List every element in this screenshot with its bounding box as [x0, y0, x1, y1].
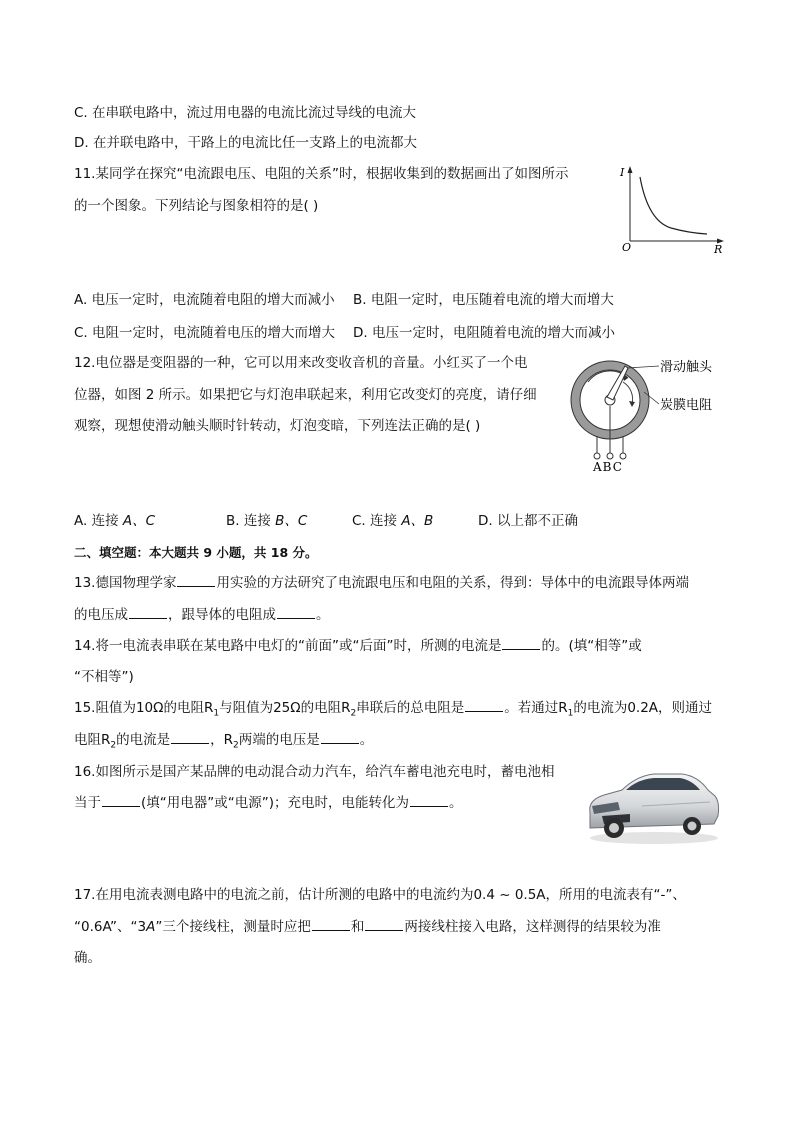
q11-graph-curve [640, 177, 707, 234]
q14-blank-1[interactable] [502, 636, 540, 650]
q11-graph-y-label: I [620, 166, 625, 179]
q12-stem-line1: 12.电位器是变阻器的一种，它可以用来改变收音机的音量。小红买了一个电 [74, 355, 528, 371]
q15-line2: 电阻$R_2$的电流是 ，$R_2$两端的电压是 。 [74, 732, 374, 751]
hybrid-car-image [582, 762, 722, 846]
q16-line1: 16.如图所示是国产某品牌的电动混合动力汽车，给汽车蓄电池充电时，蓄电池相 [74, 764, 555, 780]
q11-option-c: C. 电阻一定时，电流随着电压的增大而增大 [74, 325, 336, 341]
q13-blank-3[interactable] [277, 605, 315, 619]
q11-graph [615, 163, 727, 258]
q17-blank-1[interactable] [312, 917, 350, 931]
q12-option-b: B. 连接 B、C [226, 513, 308, 529]
q16-line2: 当于 (填“用电器”或“电源”)；充电时，电能转化为 。 [74, 795, 463, 811]
q17-line2: “0.6A”、“3A”三个接线柱，测量时应把 和 两接线柱接入电路，这样测得的结果较为准 [74, 919, 661, 935]
q15-blank-1[interactable] [465, 698, 503, 712]
q10-option-d: D. 在并联电路中，干路上的电流比任一支路上的电流都大 [74, 135, 417, 151]
q12-option-c: C. 连接 A、B [352, 513, 434, 529]
q12-option-d: D. 以上都不正确 [478, 513, 578, 529]
q11-graph-x-label: R [714, 243, 723, 256]
q14-line2: “不相等”) [74, 669, 134, 685]
label-carbon-film: 炭膜电阻 [660, 398, 713, 413]
q11-stem-line1: 11.某同学在探究“电流跟电压、电阻的关系”时，根据收集到的数据画出了如图所示 [74, 166, 569, 182]
q13-blank-1[interactable] [177, 573, 215, 587]
q17-line1: 17.在用电流表测电路中的电流之前，估计所测的电路中的电流约为0.4 ~ 0.5A，所用的电流表有“-”、 [74, 887, 686, 903]
q15-blank-3[interactable] [321, 730, 359, 744]
q12-stem-line3: 观察，现想使滑动触头顺时针转动，灯泡变暗，下列连法正确的是( ) [74, 418, 481, 434]
terminal-labels: ABC [593, 460, 623, 474]
q11-stem-line2: 的一个图象。下列结论与图象相符的是( ) [74, 198, 319, 214]
q16-blank-2[interactable] [410, 793, 448, 807]
q14-line1: 14.将一电流表串联在某电路中电灯的“前面”或“后面”时，所测的电流是 的。(填“相等”或 [74, 638, 642, 654]
q16-blank-1[interactable] [102, 793, 140, 807]
q12-potentiometer-figure [566, 352, 736, 476]
q10-option-c: C. 在串联电路中，流过用电器的电流比流过导线的电流大 [74, 105, 417, 121]
section-2-heading: 二、填空题：本大题共 9 小题，共 18 分。 [74, 545, 318, 560]
q12-stem-line2: 位器，如图 2 所示。如果把它与灯泡串联起来，利用它改变灯的亮度，请仔细 [74, 387, 537, 403]
q11-option-b: B. 电阻一定时，电压随着电流的增大而增大 [353, 292, 614, 308]
q12-option-a: A. 连接 A、C [74, 513, 156, 529]
q17-blank-2[interactable] [365, 917, 403, 931]
q15-line1: 15.阻值为10Ω的电阻$R_1$与阻值为25Ω的电阻$R_2$串联后的总电阻是 。若通过$R_1$的电流为0.2A，则通过 [74, 700, 713, 719]
q13-blank-2[interactable] [129, 605, 167, 619]
q11-option-d: D. 电压一定时，电阻随着电流的增大而减小 [353, 325, 615, 341]
q13-line1: 13.德国物理学家 用实验的方法研究了电流跟电压和电阻的关系，得到：导体中的电流跟导体两端 [74, 575, 689, 591]
q13-line2: 的电压成 ，跟导体的电阻成 。 [74, 607, 330, 623]
label-sliding-contact: 滑动触头 [660, 360, 713, 375]
q15-blank-2[interactable] [171, 730, 209, 744]
q17-line3: 确。 [74, 950, 101, 966]
q11-graph-origin: O [622, 241, 632, 254]
q11-option-a: A. 电压一定时，电流随着电阻的增大而减小 [74, 292, 335, 308]
